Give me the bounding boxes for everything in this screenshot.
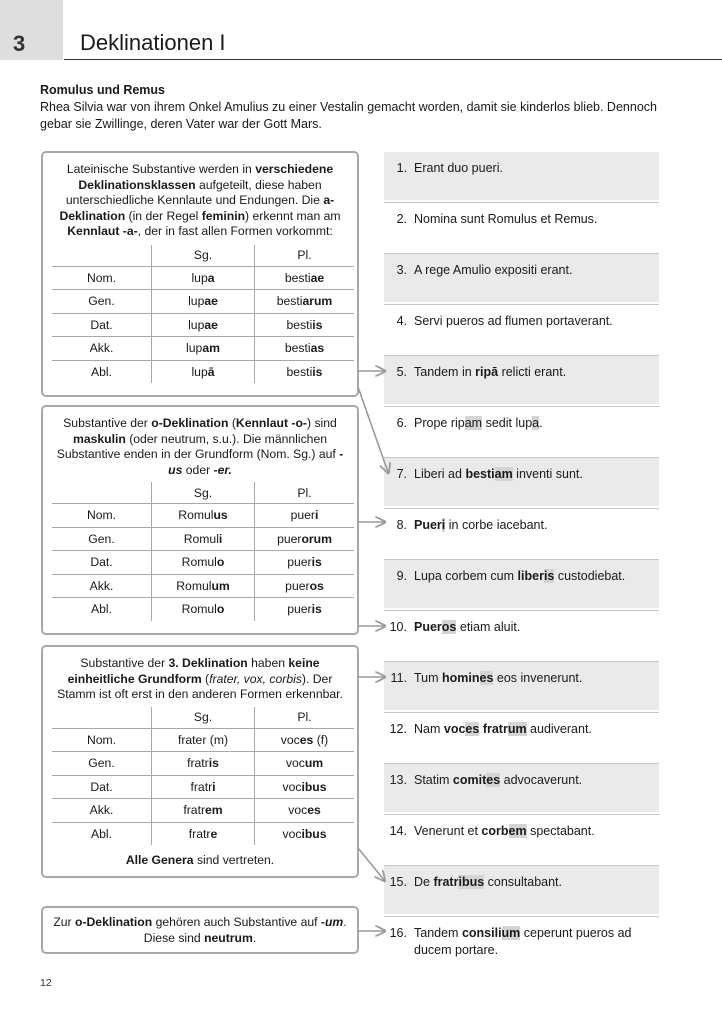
- sentence-number: 15.: [389, 875, 407, 889]
- plural-stem: voc: [282, 826, 302, 841]
- singular-ending: ae: [204, 317, 218, 332]
- sentence-number: 7.: [396, 467, 407, 481]
- bold-word: corb: [481, 824, 509, 838]
- plural-ending: is: [312, 317, 323, 332]
- case-label: Gen.: [52, 290, 152, 314]
- text-part-bold: Kennlaut -o-: [235, 416, 307, 430]
- singular-stem: fratr: [183, 803, 206, 818]
- text-part: . Diese sind: [143, 915, 347, 945]
- plural-stem: puer: [290, 508, 315, 523]
- page-number: 12: [40, 977, 52, 989]
- case-label: Akk.: [52, 799, 152, 823]
- text-part: Servi pueros ad flumen portaverant.: [414, 314, 613, 328]
- text-part: Substantive der: [80, 656, 169, 670]
- singular-ending: i: [212, 779, 216, 794]
- singular-stem: frater (m): [177, 732, 229, 747]
- plural-stem: voc: [280, 732, 300, 747]
- text-part-bold: neutrum: [204, 930, 253, 945]
- text-part: haben: [247, 656, 289, 670]
- text-part: etiam aluit.: [456, 620, 521, 634]
- plural-ending: is: [311, 555, 322, 570]
- text-part-bold-italic: -us: [168, 447, 344, 477]
- singular-ending: em: [205, 803, 223, 818]
- text-part: sedit lup: [482, 416, 533, 430]
- highlighted-ending: am: [494, 467, 513, 481]
- sentence-number: 5.: [396, 365, 407, 379]
- singular-ending: us: [213, 508, 228, 523]
- header-plural: Pl.: [255, 707, 355, 729]
- text-part: Zur: [53, 915, 75, 929]
- text-part: Venerunt et: [414, 824, 482, 838]
- text-part: custodiebat.: [554, 569, 626, 583]
- sentence-number: 10.: [389, 620, 407, 634]
- text-part: Erant duo pueri.: [414, 161, 503, 175]
- plural-ending: ibus: [301, 779, 327, 794]
- text-part: (in der Regel: [125, 208, 202, 223]
- case-label: Abl.: [90, 602, 112, 617]
- case-label: Dat.: [52, 775, 152, 799]
- text-part-bold: keine einheitliche Grundform: [67, 656, 320, 686]
- plural-ending: is: [311, 602, 322, 617]
- text-part: (oder neutrum, s.u.). Die männlichen Substantive enden in der Grundform (Nom. Sg.) auf: [56, 431, 340, 461]
- bold-word: voc: [443, 722, 466, 736]
- intro-title: Romulus und Remus: [40, 83, 166, 97]
- bold-word: homin: [442, 671, 480, 685]
- text-part: in corbe iacebant.: [445, 518, 548, 532]
- singular-stem: fratr: [190, 779, 213, 794]
- singular-ending: e: [210, 826, 218, 841]
- highlighted-ending: is: [543, 569, 555, 583]
- singular-ending: um: [211, 578, 230, 593]
- singular-stem: Romul: [183, 531, 219, 546]
- case-label: Abl.: [90, 826, 112, 841]
- sentence-number: 3.: [396, 263, 407, 277]
- text-part: De: [414, 875, 434, 889]
- sentence-number: 6.: [396, 416, 407, 430]
- sentence-number: 1.: [396, 161, 407, 175]
- highlighted-ending: em: [508, 824, 527, 838]
- text-part: Tandem in: [414, 365, 476, 379]
- plural-ending: orum: [301, 531, 332, 546]
- text-part: ) erkennt man am: [245, 208, 341, 223]
- text-part: (: [201, 671, 210, 686]
- case-label: Abl.: [90, 364, 112, 379]
- text-part: ). Der Stamm ist oft erst in den anderen Formen erkennbar.: [57, 671, 343, 701]
- case-label: Gen.: [52, 752, 152, 776]
- text-part: inventi sunt.: [512, 467, 583, 481]
- bold-word: besti: [465, 467, 495, 481]
- plural-stem: puer: [287, 555, 312, 570]
- plural-ending: as: [310, 341, 325, 356]
- text-part: Lateinische Substantive werden in: [66, 162, 256, 176]
- case-label: Gen.: [52, 527, 152, 551]
- text-part: relicti erant.: [498, 365, 567, 379]
- sentence-number: 12.: [389, 722, 407, 736]
- genera-note-bold: Alle Genera: [125, 853, 194, 867]
- singular-ending: am: [202, 341, 220, 356]
- text-part: Liberi ad: [414, 467, 466, 481]
- bold-word: ripā: [475, 365, 499, 379]
- singular-ending: i: [218, 531, 223, 546]
- highlighted-ending: es: [479, 671, 494, 685]
- plural-ending: arum: [302, 294, 333, 309]
- singular-stem: lup: [191, 364, 208, 379]
- text-part-bold: Kennlaut -a-: [67, 224, 138, 238]
- plural-stem: puer: [285, 578, 310, 593]
- highlighted-ending: i: [441, 518, 446, 532]
- plural-stem: besti: [286, 317, 313, 332]
- text-part-italic: frater, vox, corbis: [209, 671, 302, 686]
- singular-ending: o: [216, 602, 225, 617]
- intro-text: Rhea Silvia war von ihrem Onkel Amulius zu einer Vestalin gemacht worden, damit sie kinderlos blieb. Dennoch gebar sie Zwillinge, deren Vater war der Gott Mars.: [40, 100, 657, 131]
- sentence-number: 16.: [389, 926, 407, 940]
- singular-stem: Romul: [181, 602, 217, 617]
- text-part-bold: verschiedene Deklinationsklassen: [78, 162, 334, 192]
- plural-ending: i: [315, 508, 319, 523]
- header-singular: Sg.: [152, 245, 255, 267]
- arrow-to-sentence-15: [358, 848, 384, 880]
- singular-stem: fratr: [187, 756, 209, 771]
- plural-stem: besti: [286, 364, 313, 379]
- bold-word: Puer: [414, 620, 442, 634]
- case-label: Akk.: [52, 337, 152, 361]
- text-part: Tum: [414, 671, 443, 685]
- sentence-number: 11.: [390, 671, 407, 685]
- text-part: , der in fast allen Formen vorkommt:: [137, 224, 333, 238]
- case-label: Dat.: [52, 313, 152, 337]
- singular-stem: lup: [186, 341, 203, 356]
- singular-stem: lup: [188, 294, 205, 309]
- text-part-bold: a-Deklination: [59, 193, 335, 223]
- header-singular: Sg.: [152, 707, 255, 729]
- text-part-bold: o-Deklination: [151, 416, 229, 430]
- plural-ending: es: [299, 732, 314, 747]
- sentence-number: 9.: [396, 569, 407, 583]
- sentence-number: 14.: [389, 824, 407, 838]
- highlighted-ending: am: [464, 416, 483, 430]
- plural-ending: is: [312, 364, 323, 379]
- sentence-number: 13.: [389, 773, 407, 787]
- text-part: Statim: [414, 773, 453, 787]
- text-part: oder: [182, 462, 214, 477]
- text-part: Nomina sunt Romulus et Remus.: [414, 212, 598, 226]
- singular-stem: fratr: [188, 826, 211, 841]
- case-label: Akk.: [52, 574, 152, 598]
- singular-stem: lup: [191, 270, 208, 285]
- plural-ending: ae: [310, 270, 325, 285]
- bold-word: liber: [517, 569, 544, 583]
- text-part: Nam: [414, 722, 444, 736]
- text-part-bold-italic: -um: [320, 915, 344, 929]
- singular-ending: a: [207, 270, 215, 285]
- plural-stem: besti: [276, 294, 303, 309]
- singular-stem: lup: [188, 317, 205, 332]
- bold-word: comit: [452, 773, 487, 787]
- plural-stem: voc: [285, 756, 305, 771]
- text-part: Prope rip: [414, 416, 465, 430]
- case-label: Nom.: [52, 266, 152, 290]
- singular-stem: Romul: [176, 578, 212, 593]
- header-singular: Sg.: [152, 482, 255, 504]
- text-part: .: [539, 416, 543, 430]
- highlighted-ending: um: [507, 722, 527, 736]
- text-part: gehören auch Substantive auf: [152, 915, 321, 929]
- text-part: advocaverunt.: [500, 773, 583, 787]
- text-part: ceperunt pueros ad ducem portare.: [414, 926, 632, 957]
- text-part-bold: o-Deklination: [75, 915, 153, 929]
- plural-stem: voc: [288, 803, 308, 818]
- singular-ending: ā: [207, 364, 215, 379]
- arrow-to-sentence-7: [358, 387, 388, 472]
- bold-word: fratr: [482, 722, 508, 736]
- text-part: .: [252, 930, 257, 945]
- plural-stem: besti: [284, 270, 311, 285]
- text-part: audiverant.: [526, 722, 592, 736]
- header-plural: Pl.: [255, 482, 355, 504]
- plural-ending: ibus: [301, 826, 327, 841]
- highlighted-ending: um: [501, 926, 521, 940]
- bold-word: Puer: [414, 518, 442, 532]
- text-part-bold-italic: -er.: [213, 462, 232, 477]
- text-part: ) sind: [307, 416, 337, 430]
- highlighted-ending: os: [441, 620, 457, 634]
- text-part: Lupa corbem cum: [414, 569, 518, 583]
- text-part: spectabant.: [526, 824, 595, 838]
- sentence-number: 4.: [396, 314, 407, 328]
- plural-ending: um: [304, 756, 324, 771]
- sentence-number: 2.: [396, 212, 407, 226]
- text-part: consultabant.: [484, 875, 563, 889]
- text-part: aufgeteilt, diese haben unterschiedliche Kennlaute und Endungen. Die: [65, 177, 324, 207]
- text-part-bold: maskulin: [72, 431, 126, 446]
- plural-stem: voc: [282, 779, 302, 794]
- highlighted-ending: es: [465, 722, 480, 736]
- plural-gender: (f): [313, 732, 329, 747]
- highlighted-ending: es: [486, 773, 501, 787]
- singular-ending: is: [208, 756, 219, 771]
- text-part: eos invenerunt.: [493, 671, 583, 685]
- text-part-bold: 3. Deklination: [168, 656, 248, 670]
- chapter-number: 3: [13, 31, 26, 56]
- singular-stem: Romul: [181, 555, 217, 570]
- case-label: Dat.: [52, 551, 152, 575]
- text-part-bold: feminin: [201, 208, 246, 223]
- highlighted-ending: ibus: [458, 875, 485, 889]
- text-part: A rege Amulio expositi erant.: [414, 263, 573, 277]
- highlighted-ending: a: [532, 416, 540, 430]
- sentence-number: 8.: [396, 518, 407, 532]
- case-label: Nom.: [52, 728, 152, 752]
- bold-word: fratr: [433, 875, 459, 889]
- text-part: Tandem: [414, 926, 462, 940]
- genera-note-rest: sind vertreten.: [193, 853, 275, 867]
- plural-stem: puer: [287, 602, 312, 617]
- case-label: Nom.: [52, 504, 152, 528]
- bold-word: consili: [461, 926, 502, 940]
- singular-ending: o: [216, 555, 225, 570]
- chapter-title: Deklinationen I: [80, 30, 226, 55]
- plural-ending: es: [307, 803, 321, 818]
- plural-stem: besti: [284, 341, 311, 356]
- plural-stem: puer: [277, 531, 302, 546]
- text-part: (: [228, 416, 236, 430]
- text-part: Substantive der: [63, 416, 152, 430]
- plural-ending: os: [309, 578, 324, 593]
- singular-ending: ae: [204, 294, 218, 309]
- header-plural: Pl.: [255, 245, 355, 267]
- singular-stem: Romul: [178, 508, 214, 523]
